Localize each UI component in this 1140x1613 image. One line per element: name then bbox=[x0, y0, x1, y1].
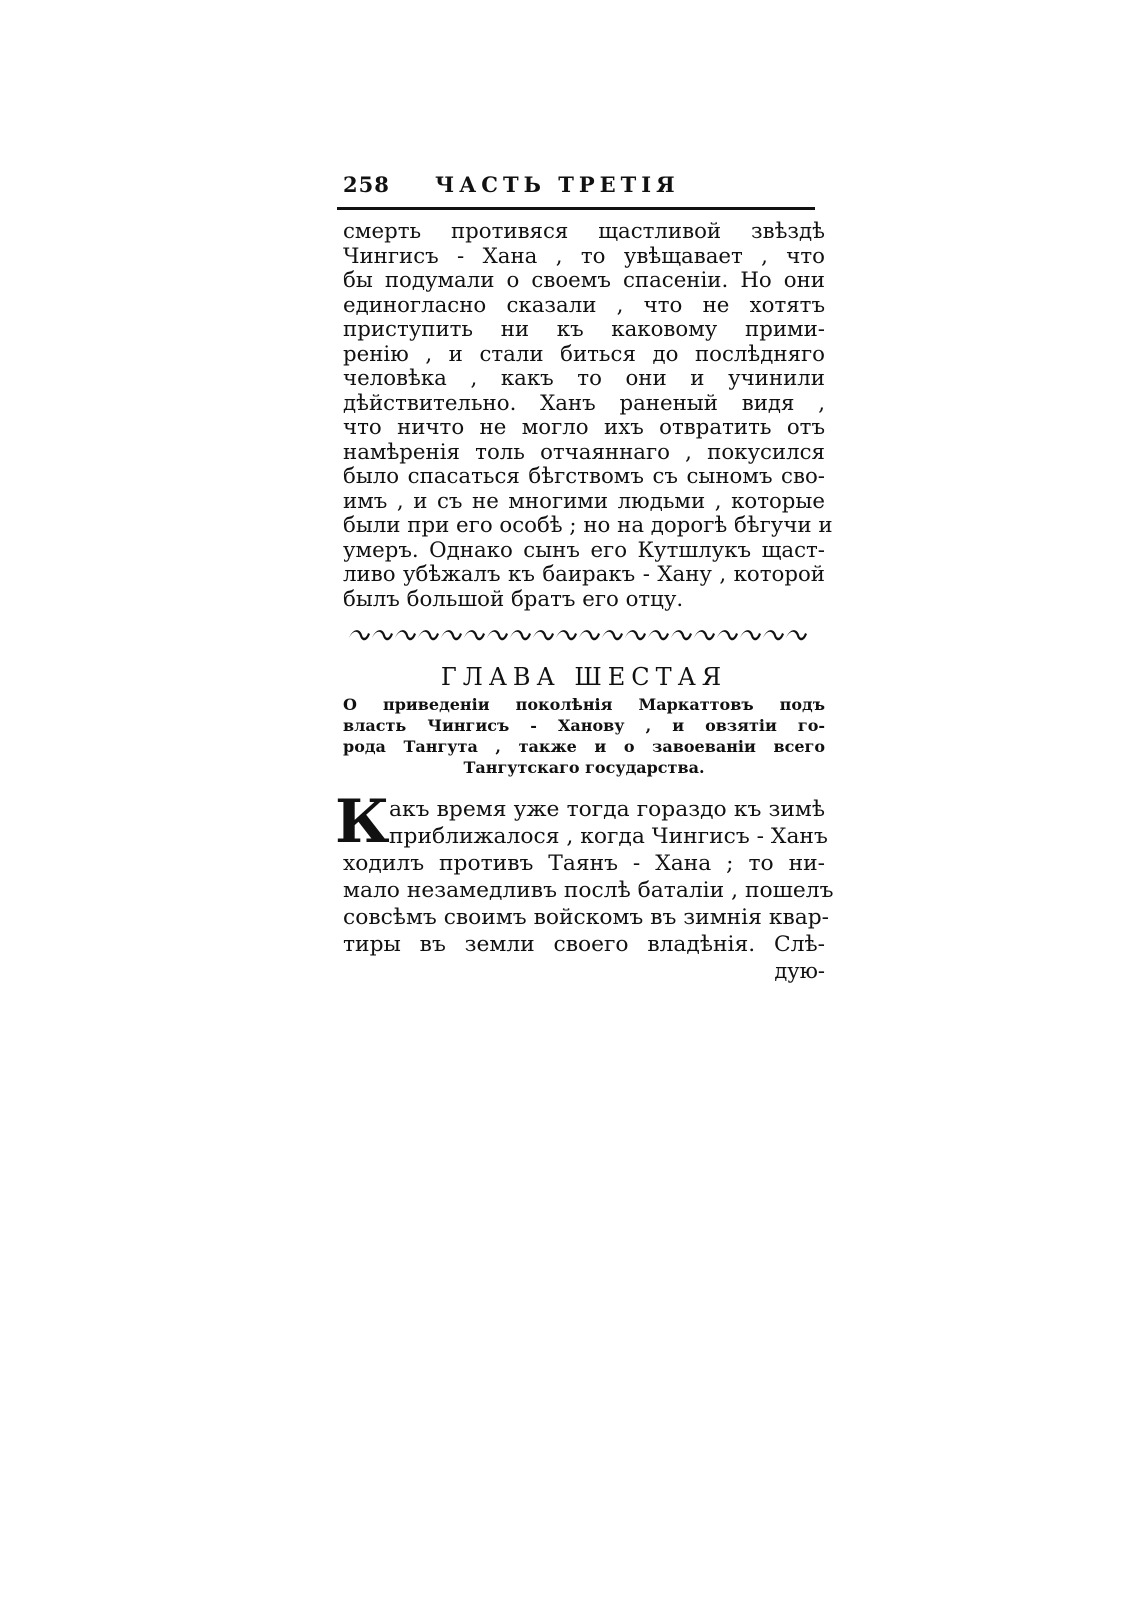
subtitle-line: Тангутскаго государства. bbox=[463, 758, 705, 777]
ornament-motif bbox=[671, 630, 692, 640]
text-line: были при его особѣ ; но на дорогѣ бѣгучи и bbox=[343, 513, 833, 538]
subtitle-line: рода Тангута , также и о завоеванiи всего bbox=[343, 737, 825, 756]
ornament-motif bbox=[763, 630, 784, 640]
text-line: ливо убѣжалъ къ баиракъ - Хану , которой bbox=[343, 562, 825, 587]
text-line: что ничто не могло ихъ отвратить отъ bbox=[343, 415, 825, 440]
text-line: приближалося , когда Чингисъ - Ханъ bbox=[389, 824, 828, 849]
text-line: мало незамедливъ послѣ баталiи , пошелъ bbox=[343, 878, 834, 903]
text-line: ходилъ противъ Таянъ - Хана ; то ни- bbox=[343, 851, 825, 876]
chapter-title: ГЛАВА ШЕСТАЯ bbox=[440, 663, 728, 691]
text-line: единогласно сказали , что не хотятъ bbox=[343, 292, 825, 318]
subtitle-line: О приведенiи поколѣнiя Маркаттовъ подъ bbox=[343, 695, 825, 714]
ornament-motif bbox=[510, 630, 531, 640]
ornament-motif bbox=[533, 630, 554, 640]
ornament-divider bbox=[347, 629, 821, 643]
ornament-motif bbox=[602, 630, 623, 640]
text-line: умеръ. Однако сынъ его Кутшлукъ щаст- bbox=[343, 537, 825, 563]
chapter-subtitle bbox=[343, 694, 825, 778]
text-line: былъ большой братъ его отцу. bbox=[343, 586, 684, 612]
ornament-motif bbox=[579, 630, 600, 640]
text-line: было спасаться бѣгствомъ съ сыномъ сво- bbox=[343, 464, 825, 489]
text-line: акъ время уже тогда гораздо къ зимѣ bbox=[389, 797, 825, 822]
chapter-body bbox=[335, 787, 834, 984]
drop-cap: К bbox=[335, 787, 390, 857]
text-line: приступить ни къ каковому прими- bbox=[343, 317, 825, 342]
ornament-motif bbox=[556, 630, 577, 640]
ornament-motif bbox=[740, 630, 761, 640]
text-line: совсѣмъ своимъ войскомъ въ зимнiя квар- bbox=[343, 905, 830, 930]
ornament-motif bbox=[487, 630, 508, 640]
page-number: 258 bbox=[343, 172, 390, 197]
header-rule bbox=[337, 207, 815, 210]
ornament-motif bbox=[625, 630, 646, 640]
text-line: намѣренiя толь отчаяннаго , покусился bbox=[343, 439, 825, 465]
ornament-motif bbox=[786, 630, 807, 640]
text-line: смерть противяся щастливой звѣздѣ bbox=[343, 219, 825, 244]
text-line: тиры въ земли своего владѣнiя. Слѣ- bbox=[343, 932, 825, 957]
text-line: ренiю , и стали биться до послѣдняго bbox=[343, 341, 825, 367]
running-title: ЧАСТЬ ТРЕТІЯ bbox=[435, 172, 680, 197]
text-line: дѣйствительно. Ханъ раненый видя , bbox=[343, 390, 825, 416]
ornament-motif bbox=[349, 630, 370, 640]
text-line: человѣка , какъ то они и учинили bbox=[343, 366, 825, 391]
running-head bbox=[343, 172, 825, 202]
book-page bbox=[335, 172, 834, 984]
ornament-motif bbox=[372, 630, 393, 640]
text-line: имъ , и съ не многими людьми , которые bbox=[343, 488, 825, 514]
subtitle-line: власть Чингисъ - Ханову , и овзятiи го- bbox=[343, 716, 825, 735]
text-line: Чингисъ - Хана , то увѣщавает , что bbox=[343, 243, 825, 269]
ornament-motif bbox=[694, 630, 715, 640]
ornament-motif bbox=[395, 630, 416, 640]
text-line: бы подумали о своемъ спасенiи. Но они bbox=[343, 268, 825, 293]
catchword: дую- bbox=[774, 959, 825, 983]
paragraph-continued bbox=[343, 219, 833, 612]
ornament-motif bbox=[648, 630, 669, 640]
ornament-motif bbox=[717, 630, 738, 640]
ornament-motif bbox=[464, 630, 485, 640]
ornament-motif bbox=[441, 630, 462, 640]
ornament-motif bbox=[418, 630, 439, 640]
